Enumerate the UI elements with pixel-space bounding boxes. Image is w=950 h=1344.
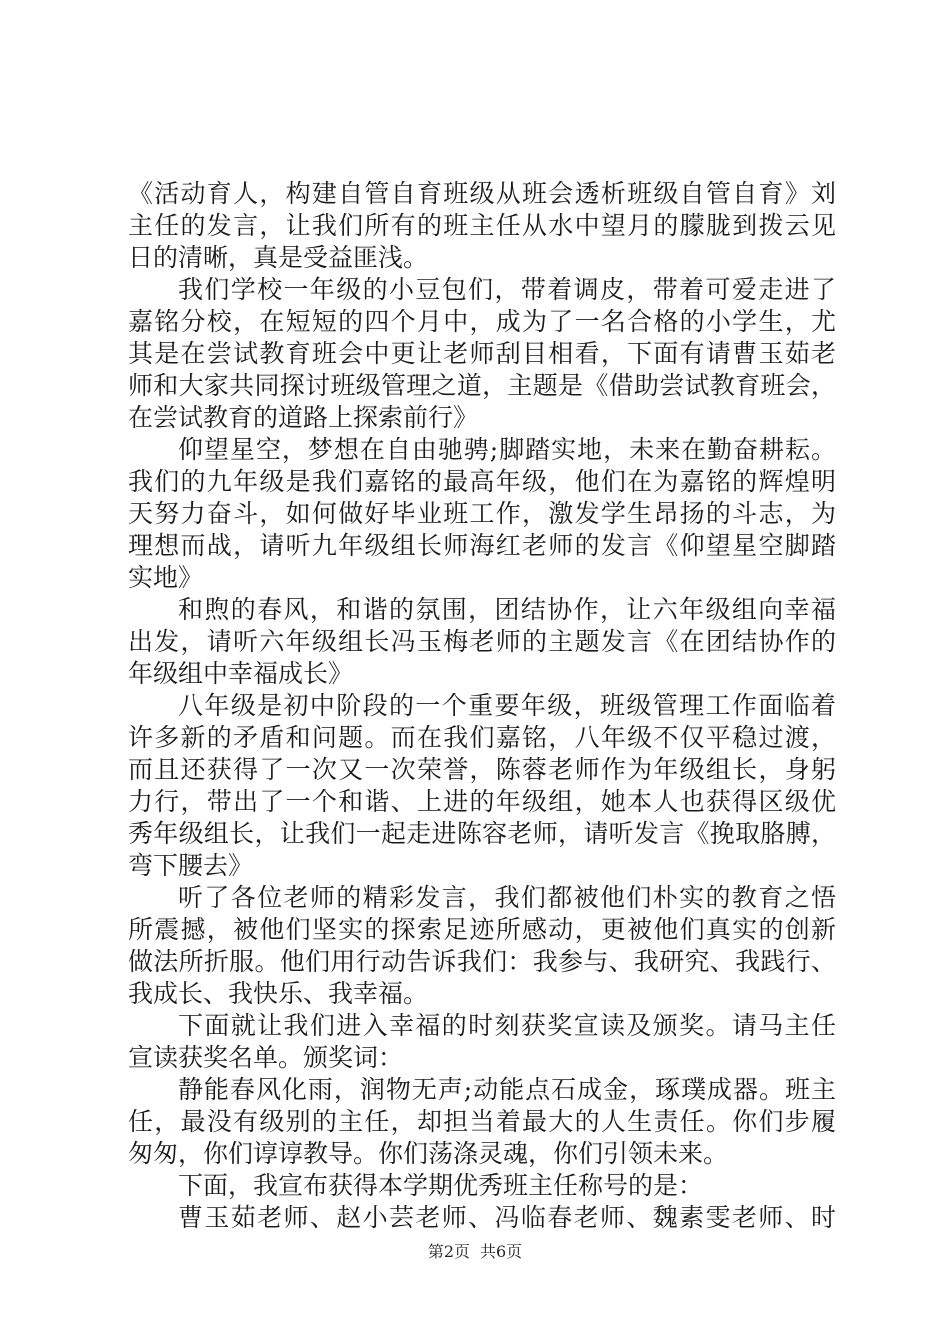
text-line: 曹玉茹老师、赵小芸老师、冯临春老师、魏素雯老师、时	[178, 1203, 836, 1232]
text-line: 我成长、我快乐、我幸福。	[128, 979, 429, 1008]
text-line: 做法所折服。他们用行动告诉我们：我参与、我研究、我践行、	[128, 947, 836, 976]
text-line: 嘉铭分校，在短短的四个月中，成为了一名合格的小学生，尤	[128, 307, 836, 336]
text-line: 宣读获奖名单。颁奖词：	[128, 1043, 404, 1072]
text-line: 我们的九年级是我们嘉铭的最高年级，他们在为嘉铭的辉煌明	[128, 467, 836, 496]
text-line: 下面就让我们进入幸福的时刻获奖宣读及颁奖。请马主任	[178, 1011, 836, 1040]
text-line: 和煦的春风，和谐的氛围，团结协作，让六年级组向幸福	[178, 595, 836, 624]
page-number: 第2页	[427, 1242, 470, 1261]
text-line: 弯下腰去》	[128, 851, 254, 880]
text-line: 主任的发言，让我们所有的班主任从水中望月的朦胧到拨云见	[128, 211, 836, 240]
text-line: 我们学校一年级的小豆包们，带着调皮，带着可爱走进了	[178, 275, 836, 304]
text-line: 听了各位老师的精彩发言，我们都被他们朴实的教育之悟	[178, 883, 836, 912]
text-line: 出发，请听六年级组长冯玉梅老师的主题发言《在团结协作的	[128, 627, 836, 656]
text-line: 许多新的矛盾和问题。而在我们嘉铭，八年级不仅平稳过渡，	[128, 723, 836, 752]
text-line: 在尝试教育的道路上探索前行》	[128, 403, 479, 432]
text-line: 而且还获得了一次又一次荣誉，陈蓉老师作为年级组长，身躬	[128, 755, 836, 784]
text-line: 下面，我宣布获得本学期优秀班主任称号的是：	[178, 1171, 704, 1200]
text-line: 理想而战，请听九年级组长师海红老师的发言《仰望星空脚踏	[128, 531, 836, 560]
text-line: 匆匆，你们谆谆教导。你们荡涤灵魂，你们引领未来。	[128, 1139, 729, 1168]
text-line: 其是在尝试教育班会中更让老师刮目相看，下面有请曹玉茹老	[128, 339, 836, 368]
text-line: 秀年级组长，让我们一起走进陈容老师，请听发言《挽取胳膊，	[128, 819, 836, 848]
text-line: 所震撼，被他们坚实的探索足迹所感动，更被他们真实的创新	[128, 915, 836, 944]
document-body	[128, 178, 836, 1234]
page-total: 共6页	[480, 1242, 523, 1261]
text-line: 任，最没有级别的主任，却担当着最大的人生责任。你们步履	[128, 1107, 836, 1136]
page-footer	[0, 1242, 950, 1262]
text-line: 八年级是初中阶段的一个重要年级，班级管理工作面临着	[178, 691, 836, 720]
text-line: 年级组中幸福成长》	[128, 659, 354, 688]
text-line: 《活动育人，构建自管自育班级从班会透析班级自管自育》刘	[128, 179, 836, 208]
text-line: 实地》	[128, 563, 204, 592]
text-line: 日的清晰，真是受益匪浅。	[128, 243, 429, 272]
text-line: 静能春风化雨，润物无声;动能点石成金，琢璞成器。班主	[178, 1075, 836, 1104]
text-line: 力行，带出了一个和谐、上进的年级组，她本人也获得区级优	[128, 787, 836, 816]
text-line: 师和大家共同探讨班级管理之道，主题是《借助尝试教育班会，	[128, 371, 836, 400]
text-line: 仰望星空，梦想在自由驰骋;脚踏实地，未来在勤奋耕耘。	[178, 435, 836, 464]
text-line: 天努力奋斗，如何做好毕业班工作，激发学生昂扬的斗志，为	[128, 499, 836, 528]
